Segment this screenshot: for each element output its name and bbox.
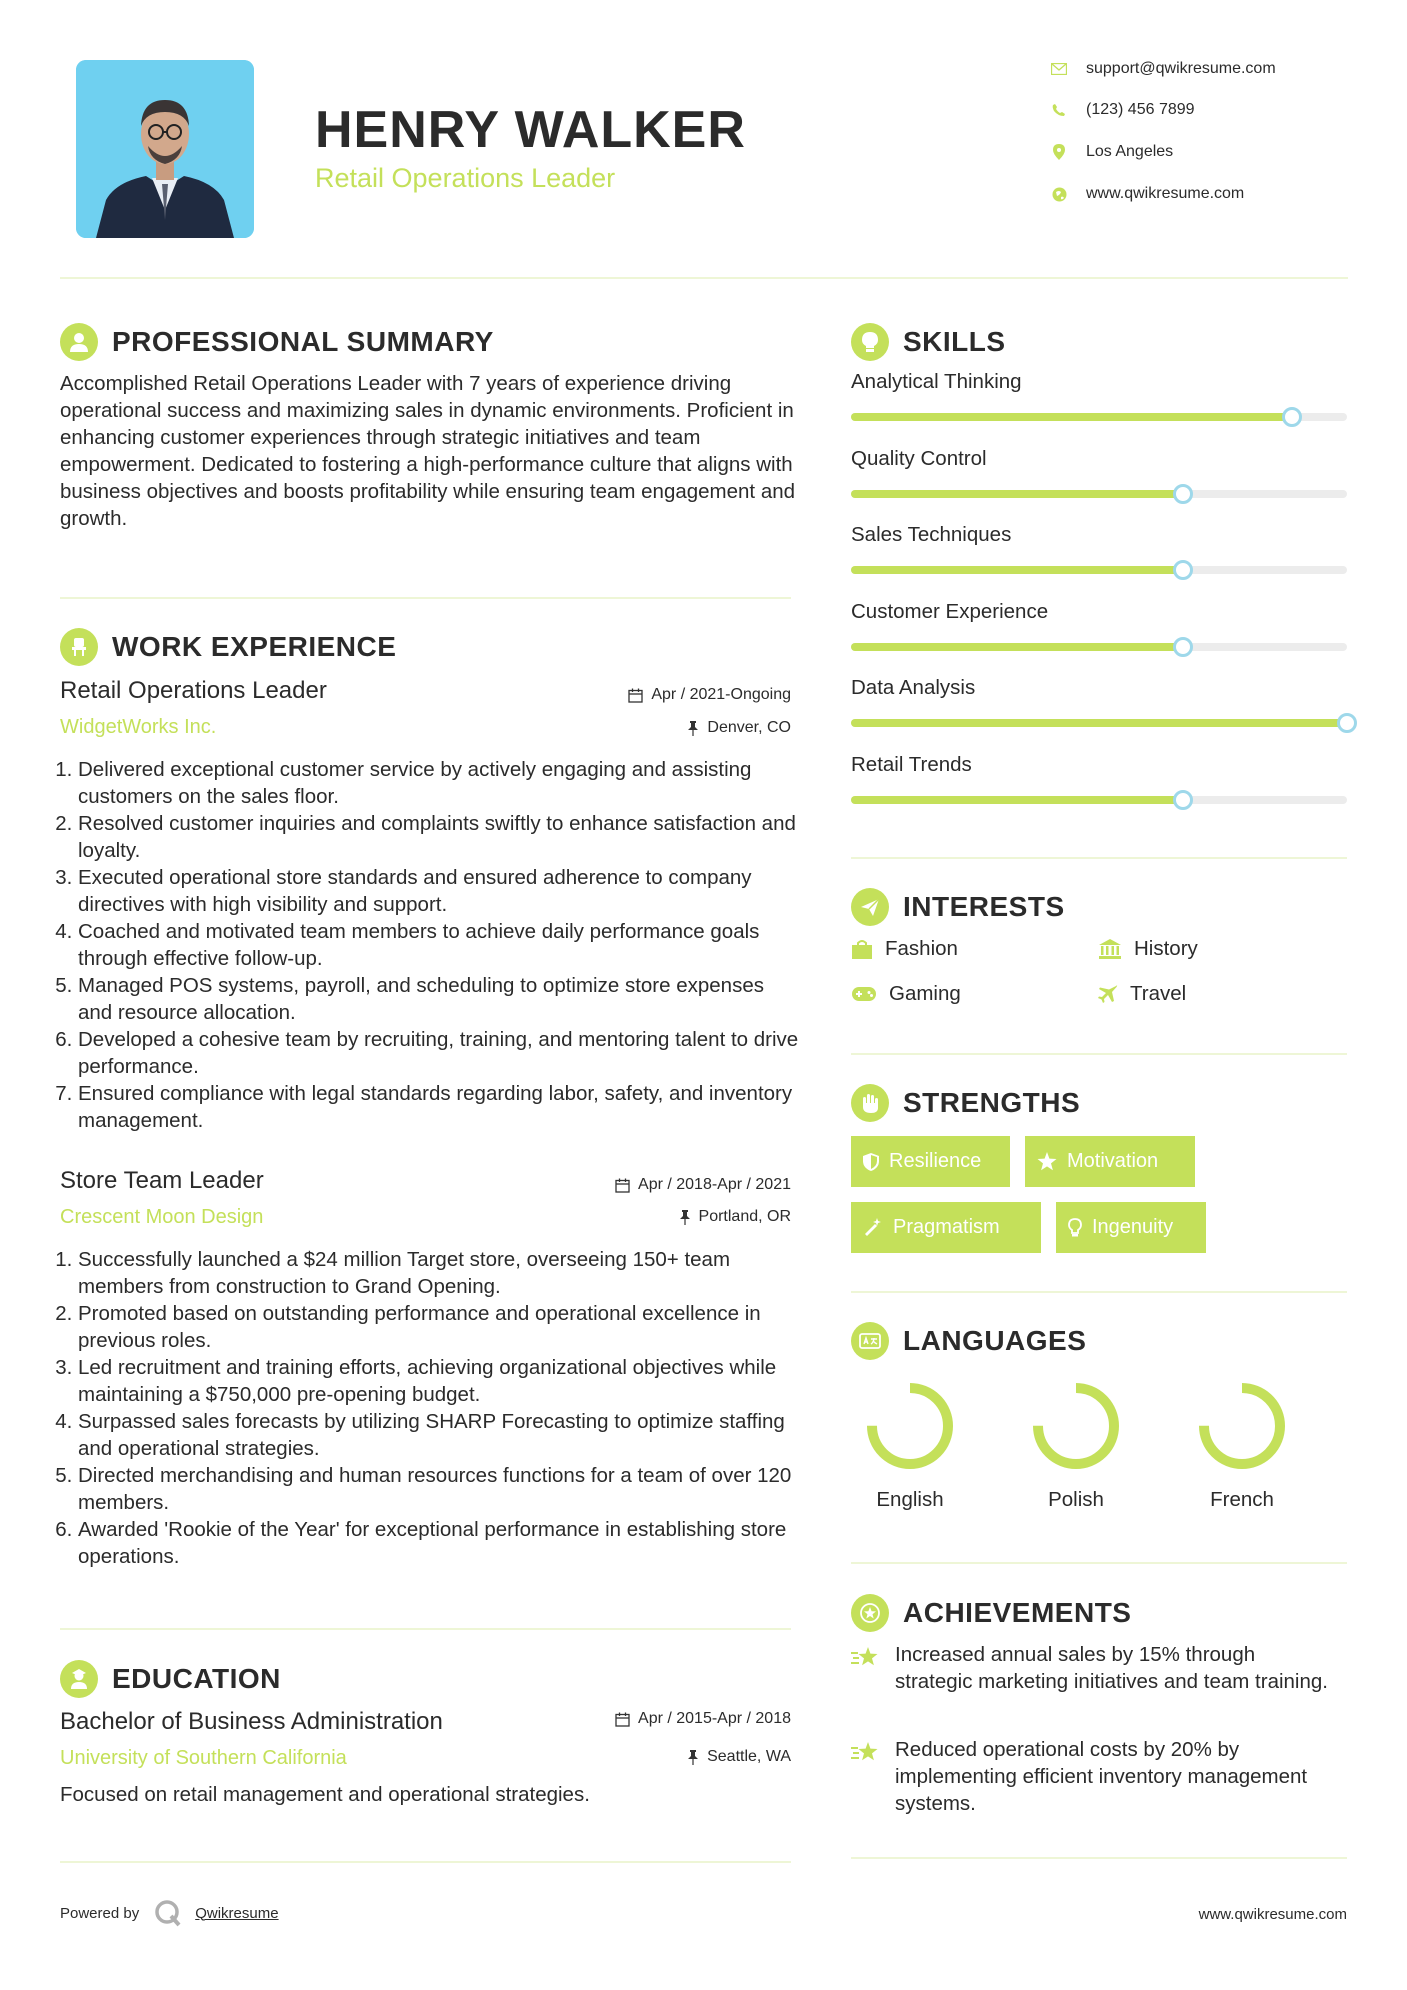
job-1-location xyxy=(687,719,791,737)
language-name: Polish xyxy=(1048,1488,1104,1511)
trophy-star-icon xyxy=(851,1740,881,1764)
skills-heading xyxy=(851,323,1006,361)
experience-divider xyxy=(60,1628,791,1630)
summary-heading xyxy=(60,323,494,361)
calendar-icon xyxy=(615,1712,630,1727)
language-item xyxy=(840,1378,980,1512)
job-1-duty: 4. Coached and motivated team members to achieve daily performance goals through effective follow-up. xyxy=(78,918,800,972)
interests-title: INTERESTS xyxy=(903,891,1065,922)
skill-bar-fill xyxy=(851,490,1183,498)
job-1-duty: 5. Managed POS systems, payroll, and scheduling to optimize store expenses and resource allocation. xyxy=(78,972,800,1026)
skill-label: Retail Trends xyxy=(851,752,972,776)
interests-heading xyxy=(851,888,1065,926)
qwikresume-logo-icon xyxy=(153,1898,183,1928)
language-ring-arc xyxy=(1204,1388,1280,1464)
star-badge-icon xyxy=(851,1594,889,1632)
job-2-company: Crescent Moon Design xyxy=(60,1206,264,1228)
skill-bar-knob xyxy=(1282,407,1302,427)
language-ring xyxy=(1194,1378,1290,1474)
star-icon xyxy=(1037,1152,1057,1171)
school: University of Southern California xyxy=(60,1747,347,1769)
education-location-text: Seattle, WA xyxy=(707,1748,791,1765)
skills-title: SKILLS xyxy=(903,326,1006,357)
language-ring-arc xyxy=(1038,1388,1114,1464)
summary-divider xyxy=(60,597,791,599)
degree: Bachelor of Business Administration xyxy=(60,1708,443,1735)
contact-email-text: support@qwikresume.com xyxy=(1086,60,1276,77)
skill-label: Sales Techniques xyxy=(851,523,1012,546)
achievement-text: Reduced operational costs by 20% by implementing efficient inventory management systems. xyxy=(895,1738,1308,1815)
education-title: EDUCATION xyxy=(112,1663,281,1694)
education-dates xyxy=(615,1710,791,1728)
pushpin-icon xyxy=(687,721,699,736)
language-ring xyxy=(862,1378,958,1474)
language-ring xyxy=(1028,1378,1124,1474)
job-1-duty: 1. Delivered exceptional customer service by actively engaging and assisting customers on the sales floor. xyxy=(78,756,800,810)
job-2-duty: 6. Awarded 'Rookie of the Year' for exceptional performance in establishing store operations. xyxy=(78,1516,800,1570)
brand-link[interactable]: Qwikresume xyxy=(195,1904,279,1922)
summary-text: Accomplished Retail Operations Leader with 7 years of experience driving operational success and maximizing sales in dynamic environments. Proficient in enhancing customer experiences through strategic initiatives and team empowerment. Dedicated to fostering a high-performance culture that aligns with business objectives and boosts profitability while ensuring team engagement and growth. xyxy=(60,372,796,530)
lightbulb-icon xyxy=(851,323,889,361)
skill-bar-knob xyxy=(1173,790,1193,810)
skill-bar-fill xyxy=(851,413,1292,421)
skill-label: Customer Experience xyxy=(851,599,1049,623)
summary-title: PROFESSIONAL SUMMARY xyxy=(112,326,494,357)
interest-history xyxy=(1098,937,1198,961)
language-name: French xyxy=(1210,1488,1274,1511)
interest-fashion xyxy=(851,937,958,961)
interest-label: History xyxy=(1134,937,1198,960)
strength-label: Ingenuity xyxy=(1092,1216,1174,1238)
hand-icon xyxy=(851,1084,889,1122)
skill-label: Data Analysis xyxy=(851,676,976,699)
skill-bar xyxy=(851,643,1347,651)
interests-divider xyxy=(851,1053,1347,1055)
calendar-icon xyxy=(615,1178,630,1193)
contact-location xyxy=(1050,143,1350,161)
contact-phone[interactable] xyxy=(1050,101,1350,119)
contact-website-text: www.qwikresume.com xyxy=(1086,185,1245,202)
job-2-duty: 3. Led recruitment and training efforts, achieving organizational objectives while maintaining a $750,000 pre-opening budget. xyxy=(78,1354,800,1408)
strength-resilience xyxy=(851,1136,1010,1187)
job-2-title: Store Team Leader xyxy=(60,1167,264,1194)
gamepad-icon xyxy=(851,986,877,1002)
education-description: Focused on retail management and operational strategies. xyxy=(60,1783,590,1806)
contact-location-text: Los Angeles xyxy=(1086,143,1174,160)
contact-phone-text: (123) 456 7899 xyxy=(1086,101,1195,118)
skill-bar xyxy=(851,719,1347,727)
job-1-duty: 7. Ensured compliance with legal standards regarding labor, safety, and inventory management. xyxy=(78,1080,800,1134)
trophy-star-icon xyxy=(851,1645,881,1669)
job-2-duty: 5. Directed merchandising and human resources functions for a team of over 120 members. xyxy=(78,1462,800,1516)
interest-gaming xyxy=(851,982,961,1006)
header-divider xyxy=(60,277,1348,279)
job-2-duty: 1. Successfully launched a $24 million Target store, overseeing 150+ team members from construction to Grand Opening. xyxy=(78,1246,800,1300)
strength-label: Pragmatism xyxy=(893,1216,1000,1238)
strengths-title: STRENGTHS xyxy=(903,1087,1081,1118)
skill-bar-knob xyxy=(1337,713,1357,733)
contact-email[interactable] xyxy=(1050,60,1350,78)
strengths-divider xyxy=(851,1291,1347,1293)
languages-title: LANGUAGES xyxy=(903,1325,1087,1356)
achievement-item xyxy=(851,1736,1331,1817)
achievement-text: Increased annual sales by 15% through strategic marketing initiatives and team training. xyxy=(895,1643,1328,1693)
interest-label: Gaming xyxy=(889,982,961,1005)
education-heading xyxy=(60,1660,281,1698)
paper-plane-icon xyxy=(851,888,889,926)
job-1-duties xyxy=(55,756,800,1134)
pushpin-icon xyxy=(687,1750,699,1765)
skill-bar-knob xyxy=(1173,484,1193,504)
plane-icon xyxy=(1098,984,1118,1004)
skill-label: Quality Control xyxy=(851,446,987,470)
job-1-duty: 3. Executed operational store standards and ensured adherence to company directives with high visibility and support. xyxy=(78,864,800,918)
skill-bar xyxy=(851,566,1347,574)
job-2-duty: 2. Promoted based on outstanding performance and operational excellence in previous roles. xyxy=(78,1300,800,1354)
map-pin-icon xyxy=(1050,143,1068,161)
achievements-heading xyxy=(851,1594,1131,1632)
footer-website[interactable]: www.qwikresume.com xyxy=(1198,1906,1347,1923)
achievements-divider xyxy=(851,1857,1347,1859)
language-icon xyxy=(851,1322,889,1360)
language-name: English xyxy=(876,1488,944,1511)
skills-divider xyxy=(851,857,1347,859)
achievement-item xyxy=(851,1641,1331,1695)
user-icon xyxy=(60,323,98,361)
experience-title: WORK EXPERIENCE xyxy=(112,631,397,662)
languages-divider xyxy=(851,1562,1347,1564)
candidate-name: HENRY WALKER xyxy=(315,101,746,159)
globe-icon xyxy=(1050,185,1068,203)
job-2-dates-text: Apr / 2018-Apr / 2021 xyxy=(638,1176,791,1193)
skill-bar xyxy=(851,796,1347,804)
powered-by-label: Powered by xyxy=(60,1904,140,1922)
calendar-icon xyxy=(628,688,643,703)
footer-powered-by xyxy=(60,1898,279,1928)
pushpin-icon xyxy=(679,1210,691,1225)
shopping-bag-icon xyxy=(851,939,873,959)
education-dates-text: Apr / 2015-Apr / 2018 xyxy=(638,1710,791,1727)
language-ring-arc xyxy=(872,1388,948,1464)
chair-icon xyxy=(60,628,98,666)
shield-icon xyxy=(863,1153,879,1171)
strength-motivation xyxy=(1025,1136,1195,1187)
strength-ingenuity xyxy=(1056,1202,1206,1253)
job-1-location-text: Denver, CO xyxy=(707,719,791,736)
strength-pragmatism xyxy=(851,1202,1041,1253)
languages-heading xyxy=(851,1322,1086,1360)
skill-bar xyxy=(851,490,1347,498)
education-divider xyxy=(60,1861,791,1863)
skill-bar-fill xyxy=(851,566,1183,574)
strength-label: Motivation xyxy=(1067,1150,1159,1172)
skill-bar-knob xyxy=(1173,560,1193,580)
magic-wand-icon xyxy=(863,1218,883,1238)
job-1-duty: 6. Developed a cohesive team by recruiting, training, and mentoring talent to drive performance. xyxy=(78,1026,800,1080)
job-1-title: Retail Operations Leader xyxy=(60,677,327,704)
strength-label: Resilience xyxy=(889,1150,982,1172)
phone-icon xyxy=(1050,101,1068,119)
contact-website[interactable] xyxy=(1050,185,1350,203)
achievements-title: ACHIEVEMENTS xyxy=(903,1597,1132,1628)
lightbulb-icon xyxy=(1068,1218,1082,1238)
skill-label: Analytical Thinking xyxy=(851,370,1022,393)
language-item xyxy=(1006,1378,1146,1512)
skill-bar-fill xyxy=(851,643,1183,651)
interest-label: Travel xyxy=(1130,982,1187,1005)
skill-bar-fill xyxy=(851,719,1347,727)
bank-icon xyxy=(1098,939,1122,959)
skill-bar xyxy=(851,413,1347,421)
job-1-dates-text: Apr / 2021-Ongoing xyxy=(651,686,791,703)
job-1-dates xyxy=(628,686,791,704)
experience-heading xyxy=(60,628,396,666)
education-location xyxy=(687,1748,791,1766)
job-1-company: WidgetWorks Inc. xyxy=(60,716,217,738)
job-2-location xyxy=(679,1208,791,1226)
envelope-icon xyxy=(1050,60,1068,78)
skill-bar-knob xyxy=(1173,637,1193,657)
interest-label: Fashion xyxy=(885,937,958,960)
interest-travel xyxy=(1098,982,1186,1006)
job-2-location-text: Portland, OR xyxy=(698,1208,791,1225)
job-2-duty: 4. Surpassed sales forecasts by utilizing SHARP Forecasting to optimize staffing and operational strategies. xyxy=(78,1408,800,1462)
job-1-duty: 2. Resolved customer inquiries and complaints swiftly to enhance satisfaction and loyalty. xyxy=(78,810,800,864)
job-2-dates xyxy=(615,1176,791,1194)
language-item xyxy=(1172,1378,1312,1512)
skill-bar-fill xyxy=(851,796,1183,804)
profile-photo xyxy=(76,60,254,238)
job-2-duties xyxy=(55,1246,800,1570)
graduate-icon xyxy=(60,1660,98,1698)
candidate-title: Retail Operations Leader xyxy=(315,163,616,193)
strengths-heading xyxy=(851,1084,1080,1122)
